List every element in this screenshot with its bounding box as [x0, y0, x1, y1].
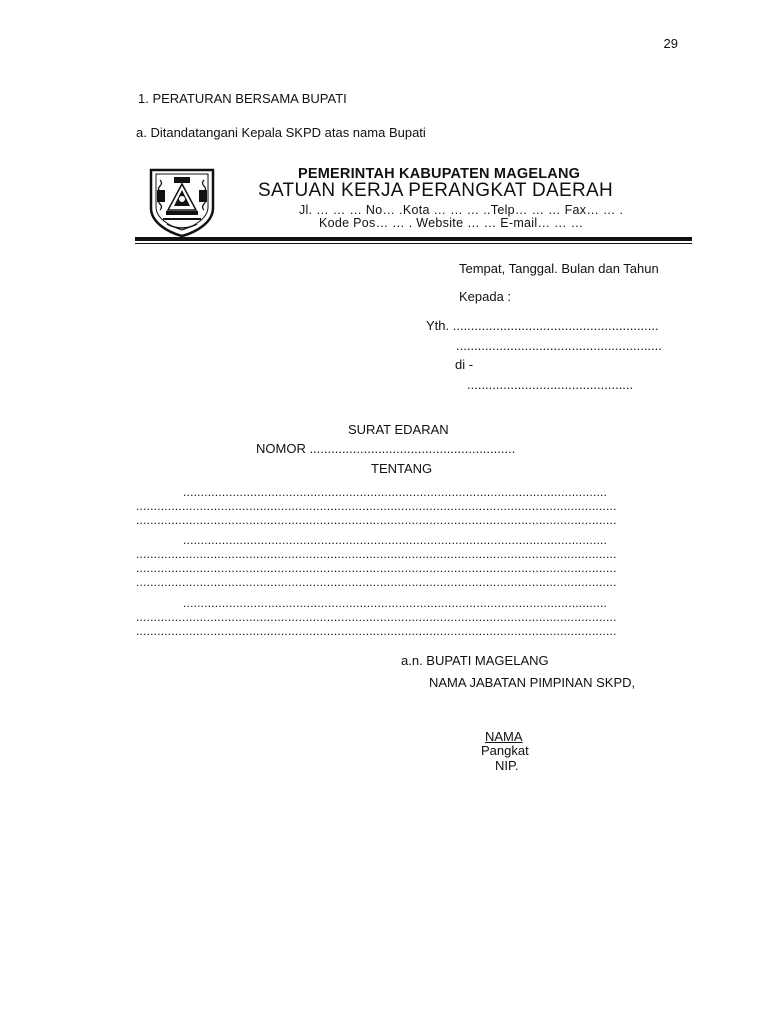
signature-position: NAMA JABATAN PIMPINAN SKPD, [429, 675, 636, 690]
recipient-di: di - [455, 357, 474, 372]
recipient-di-line2: .............................................. [467, 377, 634, 392]
page-number: 29 [663, 36, 678, 51]
place-date: Tempat, Tanggal. Bulan dan Tahun [459, 261, 659, 276]
document-number: NOMOR ......................................................... [256, 441, 516, 456]
signature-nip: NIP. [495, 758, 519, 773]
regency-coat-of-arms-icon [145, 166, 219, 238]
body-line: ........................................................................................................................................ [136, 500, 617, 513]
body-line: ........................................................................................................................................ [136, 611, 617, 624]
subheading: a. Ditandatangani Kepala SKPD atas nama Bupati [136, 125, 426, 140]
letterhead-government: PEMERINTAH KABUPATEN MAGELANG [298, 166, 581, 182]
recipient-label: Kepada : [459, 289, 512, 304]
signature-name: NAMA [485, 729, 523, 744]
body-line: ........................................................................................................................................ [136, 576, 617, 589]
body-line: ........................................................................................................................................ [136, 548, 617, 561]
letterhead-address: Jl. … … … No… .Kota … … … ..Telp… … … Fax… … . [299, 203, 624, 217]
letterhead-divider [135, 237, 692, 241]
body-line: ........................................................................................................................................ [136, 562, 617, 575]
document-type: SURAT EDARAN [348, 422, 449, 437]
body-line: ........................................................................................................................ [183, 486, 608, 499]
signature-rank: Pangkat [481, 743, 529, 758]
body-line: ........................................................................................................................................ [136, 625, 617, 638]
letterhead-divider-thin [135, 243, 692, 244]
section-heading: 1. PERATURAN BERSAMA BUPATI [138, 91, 347, 106]
letterhead-office: SATUAN KERJA PERANGKAT DAERAH [258, 180, 614, 201]
letterhead-contact: Kode Pos… … . Website … … E-mail… … … [319, 216, 584, 230]
signature-on-behalf: a.n. BUPATI MAGELANG [401, 653, 549, 668]
body-line: ........................................................................................................................ [183, 534, 608, 547]
recipient-yth-line2: ......................................................... [456, 338, 662, 353]
body-line: ........................................................................................................................ [183, 597, 608, 610]
document-subject-label: TENTANG [371, 461, 433, 476]
recipient-yth: Yth. ......................................................... [426, 318, 659, 333]
body-line: ........................................................................................................................................ [136, 514, 617, 527]
